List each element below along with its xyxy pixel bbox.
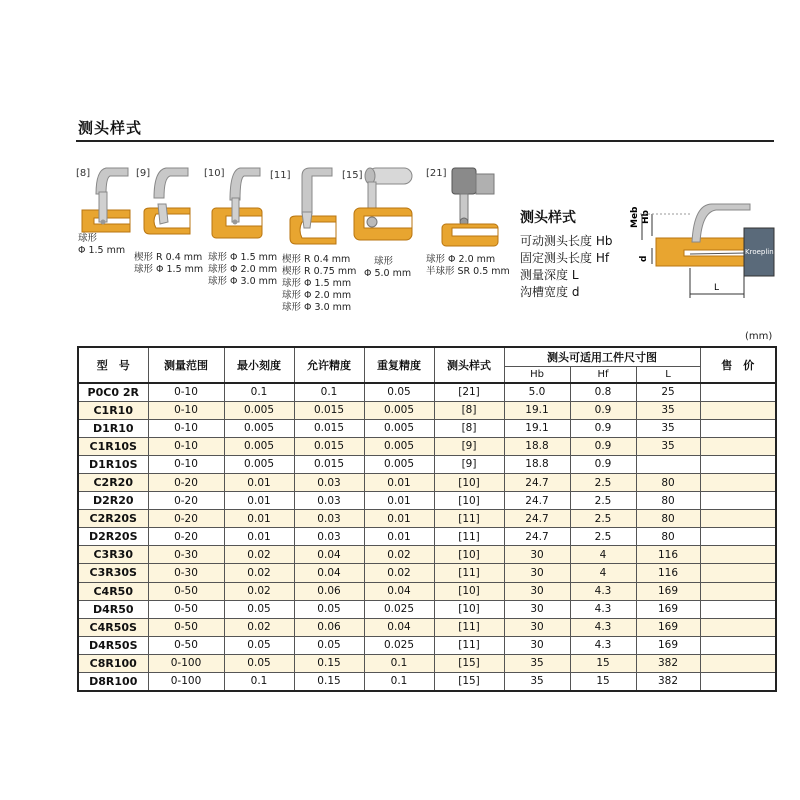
cell-hf: 0.8 [570,383,636,401]
probe-legend [520,207,612,301]
cell-hf: 4.3 [570,618,636,636]
table-row [78,510,776,528]
table-row [78,600,776,618]
cell-range: 0-30 [148,546,224,564]
cell-resolution: 0.01 [224,528,294,546]
cell-hb: 30 [504,564,570,582]
cell-price [700,455,776,473]
cell-probe-style: [10] [434,492,504,510]
cell-range: 0-20 [148,473,224,491]
cell-l: 116 [636,564,700,582]
cell-accuracy: 0.15 [294,673,364,691]
cell-model: D4R50S [78,636,148,654]
legend-hb: 可动测头长度 Hb [520,234,613,248]
cell-l: 382 [636,673,700,691]
cell-probe-style: [21] [434,383,504,401]
cell-accuracy: 0.04 [294,546,364,564]
cell-l: 35 [636,437,700,455]
header-model: 型 号 [78,347,148,383]
cell-accuracy: 0.1 [294,383,364,401]
title-rule [76,140,774,142]
cell-range: 0-50 [148,636,224,654]
cell-repeatability: 0.01 [364,510,434,528]
cell-probe-style: [11] [434,618,504,636]
cell-probe-style: [8] [434,419,504,437]
cell-range: 0-100 [148,654,224,672]
cell-model: D1R10S [78,455,148,473]
cell-range: 0-50 [148,600,224,618]
cell-model: C2R20S [78,510,148,528]
cell-repeatability: 0.005 [364,455,434,473]
cell-hf: 2.5 [570,492,636,510]
cell-resolution: 0.02 [224,546,294,564]
unit-label: (mm) [745,331,773,342]
probe-tag: [8] [76,168,91,179]
cell-accuracy: 0.03 [294,492,364,510]
cell-accuracy: 0.015 [294,419,364,437]
cell-accuracy: 0.05 [294,600,364,618]
spec-table-body [78,383,776,691]
cell-l: 169 [636,618,700,636]
cell-price [700,528,776,546]
cell-probe-style: [11] [434,510,504,528]
cell-repeatability: 0.01 [364,528,434,546]
cell-price [700,618,776,636]
cell-hf: 0.9 [570,401,636,419]
probe-desc: 楔形 R 0.4 mm 球形 Φ 1.5 mm [134,252,204,275]
cell-hb: 35 [504,654,570,672]
probe-15-illustration [348,164,418,250]
cell-model: D4R50 [78,600,148,618]
cell-probe-style: [10] [434,473,504,491]
table-row [78,437,776,455]
cell-resolution: 0.05 [224,636,294,654]
table-row [78,618,776,636]
cell-price [700,582,776,600]
cell-resolution: 0.02 [224,564,294,582]
brand-label: Kroeplin [745,248,774,256]
cell-model: D2R20 [78,492,148,510]
probe-desc: 球形 Φ 1.5 mm [78,233,126,256]
legend-d: 沟槽宽度 d [520,285,580,299]
table-row [78,473,776,491]
cell-hb: 18.8 [504,455,570,473]
cell-range: 0-10 [148,383,224,401]
cell-resolution: 0.02 [224,582,294,600]
cell-range: 0-20 [148,510,224,528]
cell-probe-style: [11] [434,564,504,582]
cell-l: 169 [636,636,700,654]
cell-price [700,437,776,455]
cell-accuracy: 0.15 [294,654,364,672]
cell-range: 0-50 [148,582,224,600]
probe-desc: 楔形 R 0.4 mm 楔形 R 0.75 mm 球形 Φ 1.5 mm 球形 Φ 2.0 mm 球形 Φ 3.0 mm [282,254,357,313]
header-price: 售 价 [700,347,776,383]
table-row [78,383,776,401]
cell-accuracy: 0.015 [294,437,364,455]
meb-label: Meb [630,206,640,228]
cell-hf: 15 [570,673,636,691]
cell-hb: 24.7 [504,492,570,510]
cell-l: 35 [636,401,700,419]
cell-model: C3R30 [78,546,148,564]
cell-price [700,673,776,691]
cell-repeatability: 0.04 [364,582,434,600]
cell-range: 0-30 [148,564,224,582]
header-l: L [636,366,700,383]
cell-repeatability: 0.05 [364,383,434,401]
cell-accuracy: 0.015 [294,455,364,473]
cell-hf: 4 [570,546,636,564]
table-row [78,455,776,473]
cell-model: C2R20 [78,473,148,491]
legend-title: 测头样式 [520,210,576,226]
cell-hf: 4.3 [570,582,636,600]
cell-probe-style: [10] [434,600,504,618]
cell-accuracy: 0.03 [294,528,364,546]
cell-price [700,654,776,672]
cell-resolution: 0.005 [224,401,294,419]
cell-probe-style: [8] [434,401,504,419]
table-row [78,401,776,419]
probe-21-illustration [438,164,508,250]
cell-hb: 18.8 [504,437,570,455]
cell-model: D1R10 [78,419,148,437]
table-row [78,419,776,437]
table-row [78,564,776,582]
spec-table [77,346,777,692]
cell-hf: 0.9 [570,437,636,455]
cell-accuracy: 0.03 [294,510,364,528]
cell-resolution: 0.005 [224,419,294,437]
cell-hf: 2.5 [570,510,636,528]
cell-repeatability: 0.005 [364,401,434,419]
cell-repeatability: 0.025 [364,600,434,618]
probe-tag: [15] [342,170,363,181]
cell-probe-style: [9] [434,455,504,473]
cell-model: C1R10 [78,401,148,419]
cell-price [700,546,776,564]
cell-resolution: 0.01 [224,473,294,491]
cell-l [636,455,700,473]
cell-l: 80 [636,492,700,510]
cell-hb: 30 [504,600,570,618]
cell-hb: 30 [504,582,570,600]
cell-repeatability: 0.025 [364,636,434,654]
cell-accuracy: 0.06 [294,582,364,600]
cell-probe-style: [9] [434,437,504,455]
cell-price [700,636,776,654]
probe-tag: [21] [426,168,447,179]
cell-l: 80 [636,528,700,546]
cell-hf: 4 [570,564,636,582]
cell-range: 0-10 [148,401,224,419]
cell-hf: 0.9 [570,455,636,473]
cell-l: 169 [636,600,700,618]
cell-model: C8R100 [78,654,148,672]
cell-repeatability: 0.02 [364,564,434,582]
cell-price [700,401,776,419]
cell-l: 382 [636,654,700,672]
cell-l: 116 [636,546,700,564]
cell-resolution: 0.005 [224,437,294,455]
cell-model: C4R50 [78,582,148,600]
cell-price [700,510,776,528]
cell-hb: 30 [504,546,570,564]
probe-desc: 球形 Φ 5.0 mm [364,256,412,279]
cell-hf: 4.3 [570,636,636,654]
cell-model: P0C0 2R [78,383,148,401]
header-repeatability: 重复精度 [364,347,434,383]
cell-range: 0-100 [148,673,224,691]
probe-tag: [11] [270,170,291,181]
cell-hb: 35 [504,673,570,691]
cell-range: 0-50 [148,618,224,636]
table-row [78,636,776,654]
legend-l: 测量深度 L [520,268,579,282]
cell-repeatability: 0.1 [364,654,434,672]
cell-l: 80 [636,473,700,491]
header-resolution: 最小刻度 [224,347,294,383]
header-probe-style: 测头样式 [434,347,504,383]
cell-hb: 19.1 [504,419,570,437]
table-row [78,528,776,546]
hb-label: Hb [641,210,651,224]
table-row [78,673,776,691]
cell-price [700,473,776,491]
cell-l: 80 [636,510,700,528]
probe-tag: [10] [204,168,225,179]
cell-range: 0-10 [148,419,224,437]
cell-model: D8R100 [78,673,148,691]
cell-probe-style: [10] [434,582,504,600]
probe-10-illustration [204,164,264,248]
cell-hb: 30 [504,618,570,636]
cell-price [700,383,776,401]
probe-tag: [9] [136,168,151,179]
cell-repeatability: 0.01 [364,473,434,491]
section-title: 测头样式 [78,119,143,137]
header-workpiece: 测头可适用工件尺寸图 [504,347,700,366]
legend-hf: 固定测头长度 Hf [520,251,610,265]
dimension-diagram [632,198,774,304]
cell-range: 0-20 [148,492,224,510]
cell-probe-style: [11] [434,636,504,654]
l-label: L [714,283,720,293]
cell-probe-style: [11] [434,528,504,546]
cell-l: 25 [636,383,700,401]
cell-range: 0-10 [148,437,224,455]
table-row [78,582,776,600]
cell-model: C1R10S [78,437,148,455]
cell-repeatability: 0.04 [364,618,434,636]
cell-repeatability: 0.1 [364,673,434,691]
cell-hf: 2.5 [570,528,636,546]
cell-price [700,564,776,582]
cell-range: 0-20 [148,528,224,546]
cell-l: 169 [636,582,700,600]
cell-repeatability: 0.005 [364,419,434,437]
cell-hb: 30 [504,636,570,654]
cell-resolution: 0.005 [224,455,294,473]
cell-accuracy: 0.015 [294,401,364,419]
cell-model: D2R20S [78,528,148,546]
cell-probe-style: [10] [434,546,504,564]
cell-probe-style: [15] [434,654,504,672]
cell-resolution: 0.01 [224,510,294,528]
cell-resolution: 0.1 [224,673,294,691]
table-row [78,492,776,510]
cell-resolution: 0.05 [224,600,294,618]
cell-range: 0-10 [148,455,224,473]
d-label: d [639,255,649,262]
probe-desc: 球形 Φ 1.5 mm 球形 Φ 2.0 mm 球形 Φ 3.0 mm [208,252,278,287]
probe-11-illustration [278,164,348,250]
cell-resolution: 0.1 [224,383,294,401]
table-row [78,546,776,564]
cell-price [700,600,776,618]
cell-resolution: 0.05 [224,654,294,672]
cell-hb: 5.0 [504,383,570,401]
cell-hb: 24.7 [504,473,570,491]
cell-hf: 0.9 [570,419,636,437]
cell-resolution: 0.01 [224,492,294,510]
cell-model: C3R30S [78,564,148,582]
cell-hb: 24.7 [504,510,570,528]
probe-9-illustration [136,164,196,248]
cell-resolution: 0.02 [224,618,294,636]
header-range: 测量范围 [148,347,224,383]
table-row [78,654,776,672]
cell-probe-style: [15] [434,673,504,691]
cell-repeatability: 0.02 [364,546,434,564]
cell-model: C4R50S [78,618,148,636]
cell-hf: 2.5 [570,473,636,491]
cell-accuracy: 0.05 [294,636,364,654]
probe-desc: 球形 Φ 2.0 mm 半球形 SR 0.5 mm [426,254,510,277]
cell-hf: 4.3 [570,600,636,618]
cell-repeatability: 0.01 [364,492,434,510]
cell-hb: 19.1 [504,401,570,419]
cell-price [700,492,776,510]
cell-accuracy: 0.06 [294,618,364,636]
cell-repeatability: 0.005 [364,437,434,455]
cell-hb: 24.7 [504,528,570,546]
header-hf: Hf [570,366,636,383]
cell-price [700,419,776,437]
cell-accuracy: 0.04 [294,564,364,582]
cell-accuracy: 0.03 [294,473,364,491]
cell-l: 35 [636,419,700,437]
header-hb: Hb [504,366,570,383]
header-accuracy: 允许精度 [294,347,364,383]
cell-hf: 15 [570,654,636,672]
